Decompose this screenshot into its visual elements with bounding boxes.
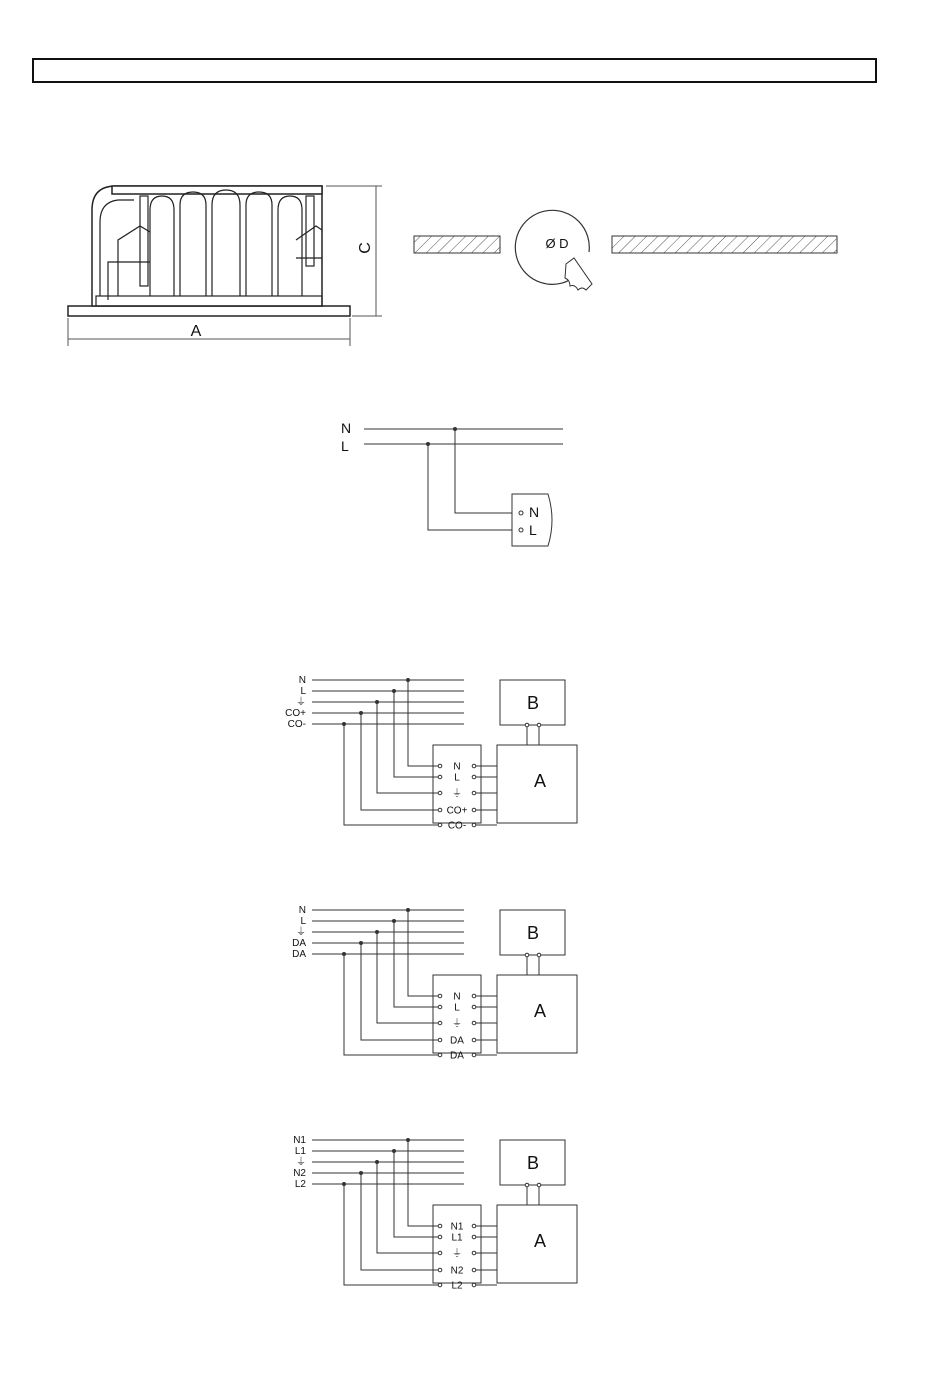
dimension-a-label: A xyxy=(190,323,202,340)
terminal-label: L xyxy=(454,1002,460,1014)
box-b-label: B xyxy=(526,923,540,943)
input-label: N2 xyxy=(293,1168,306,1179)
dimension-a xyxy=(68,318,350,346)
terminal-label: L2 xyxy=(451,1280,463,1292)
box-a-label: A xyxy=(533,1231,547,1251)
input-label: CO- xyxy=(287,719,306,730)
input-label: DA xyxy=(292,938,306,949)
terminal-label-n: N xyxy=(529,504,540,520)
box-a-label: A xyxy=(533,1001,547,1021)
input-label: ⏚ xyxy=(296,1157,306,1168)
luminaire-side-view xyxy=(68,186,350,316)
input-label: ⏚ xyxy=(296,697,306,708)
input-label-n: N xyxy=(341,420,352,436)
wiring-diagram-1 xyxy=(285,675,577,832)
input-label: ⏚ xyxy=(296,927,306,938)
dimension-c-label: C xyxy=(357,242,374,254)
input-label: L xyxy=(300,686,306,697)
input-label: L xyxy=(300,916,306,927)
input-label-l: L xyxy=(341,438,349,454)
terminal-label: L xyxy=(454,772,460,784)
box-a-label: A xyxy=(533,771,547,791)
box-b-label: B xyxy=(526,1153,540,1173)
terminal-label: ⏚ xyxy=(452,1018,462,1030)
saw-icon xyxy=(565,258,592,290)
terminal-label: ⏚ xyxy=(452,1248,462,1260)
terminal-label: N xyxy=(453,761,461,773)
terminal-label: L1 xyxy=(451,1232,463,1244)
wiring-diagram-2 xyxy=(292,905,577,1062)
input-label: L2 xyxy=(294,1179,306,1190)
terminal-label-l: L xyxy=(529,522,537,538)
input-label: CO+ xyxy=(285,708,306,719)
input-label: N xyxy=(298,905,306,916)
terminal-label: CO+ xyxy=(446,805,468,817)
ceiling-cutout xyxy=(414,210,837,290)
terminal-label: DA xyxy=(450,1035,464,1047)
terminal-label: DA xyxy=(450,1050,464,1062)
input-label: L1 xyxy=(294,1146,306,1157)
terminal-label: CO- xyxy=(447,820,467,832)
terminal-label: ⏚ xyxy=(452,788,462,800)
input-label: N1 xyxy=(293,1135,306,1146)
wiring-diagram-3 xyxy=(293,1135,577,1292)
terminal-label: N2 xyxy=(450,1265,464,1277)
input-label: DA xyxy=(292,949,306,960)
terminal-label: N xyxy=(453,991,461,1003)
cutout-diameter-label: Ø D xyxy=(545,236,569,251)
box-b-label: B xyxy=(526,693,540,713)
input-label: N xyxy=(298,675,306,686)
terminal-label: N1 xyxy=(450,1221,464,1233)
